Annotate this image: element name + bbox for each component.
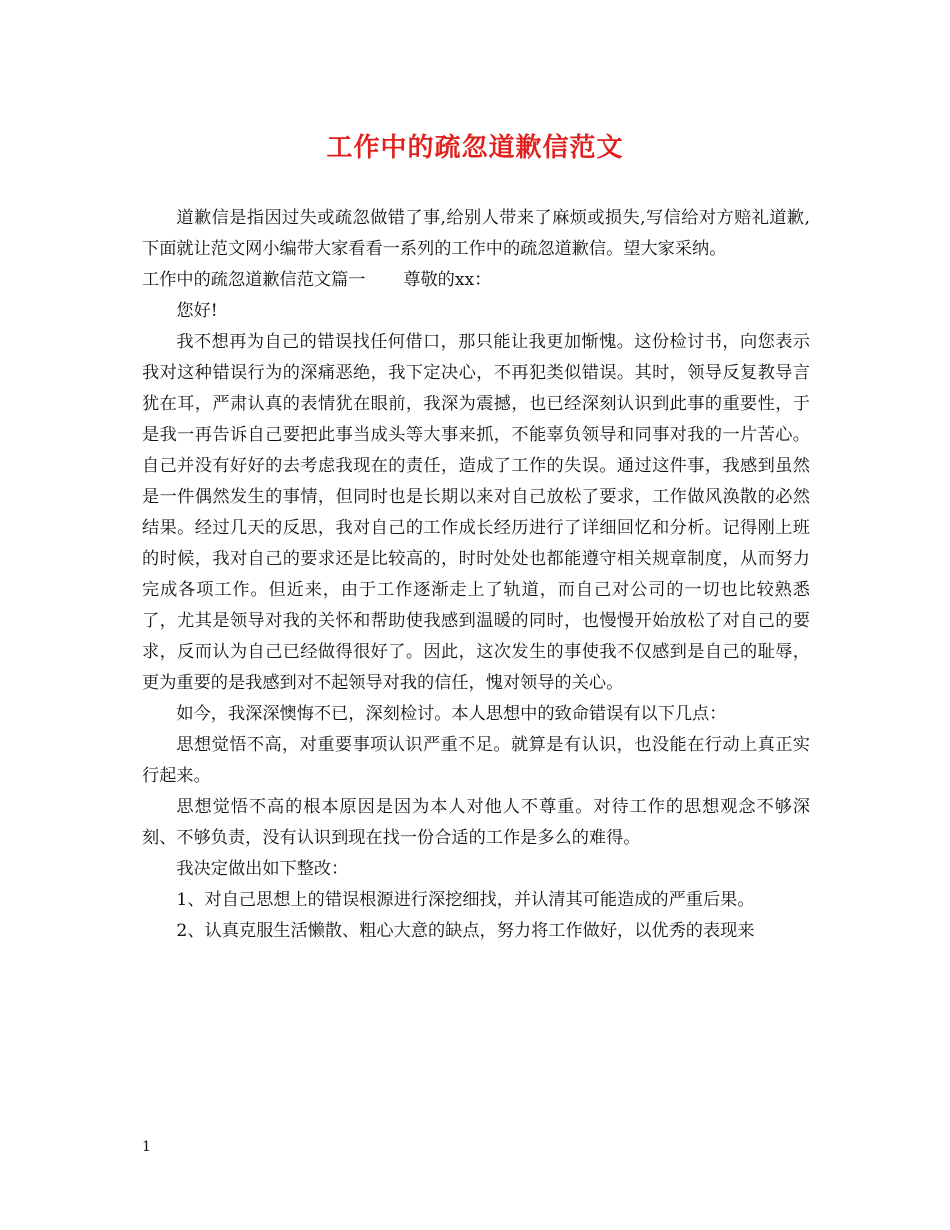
document-title: 工作中的疏忽道歉信范文	[326, 133, 624, 163]
salutation: 尊敬的xx：	[403, 270, 492, 290]
section-heading-line	[142, 265, 810, 296]
body-paragraph: 思想觉悟不高的根本原因是因为本人对他人不尊重。对待工作的思想观念不够深刻、不够负责，没有认识到现在找一份合适的工作是多么的难得。	[142, 797, 810, 848]
intro-paragraph: 道歉信是指因过失或疏忽做错了事,给别人带来了麻烦或损失,写信给对方赔礼道歉,下面就让范文网小编带大家看看一系列的工作中的疏忽道歉信。望大家采纳。	[142, 208, 810, 259]
list-item: 1、对自己思想上的错误根源进行深挖细找，并认清其可能造成的严重后果。	[176, 890, 755, 910]
page-number: 1	[142, 1139, 151, 1155]
list-item: 2、认真克服生活懒散、粗心大意的缺点，努力将工作做好，以优秀的表现来	[176, 921, 755, 941]
section-heading: 工作中的疏忽道歉信范文篇一	[142, 270, 366, 290]
body-paragraph: 我决定做出如下整改：	[176, 859, 349, 879]
body-paragraph: 思想觉悟不高，对重要事项认识严重不足。就算是有认识，也没能在行动上真正实行起来。	[142, 735, 810, 786]
greeting: 您好!	[176, 301, 218, 321]
body-paragraph: 如今，我深深懊悔不已，深刻检讨。本人思想中的致命错误有以下几点：	[176, 704, 727, 724]
body-paragraph: 我不想再为自己的错误找任何借口，那只能让我更加惭愧。这份检讨书，向您表示我对这种错误行为的深痛恶绝，我下定决心，不再犯类似错误。其时，领导反复教导言犹在耳，严肃认真的表情犹在眼前，我深为震撼，也已经深刻认识到此事的重要性，于是我一再告诉自己要把此事当成头等大事来抓，不能辜负领导和同事对我的一片苦心。自己并没有好好的去考虑我现在的责任，造成了工作的失误。通过这件事，我感到虽然是一件偶然发生的事情，但同时也是长期以来对自己放松了要求，工作做风涣散的必然结果。经过几天的反思，我对自己的工作成长经历进行了详细回忆和分析。记得刚上班的时候，我对自己的要求还是比较高的，时时处处也都能遵守相关规章制度，从而努力完成各项工作。但近来，由于工作逐渐走上了轨道，而自己对公司的一切也比较熟悉了，尤其是领导对我的关怀和帮助使我感到温暖的同时，也慢慢开始放松了对自己的要求，反而认为自己已经做得很好了。因此，这次发生的事使我不仅感到是自己的耻辱，更为重要的是我感到对不起领导对我的信任，愧对领导的关心。	[142, 332, 810, 693]
document-body	[142, 203, 810, 947]
